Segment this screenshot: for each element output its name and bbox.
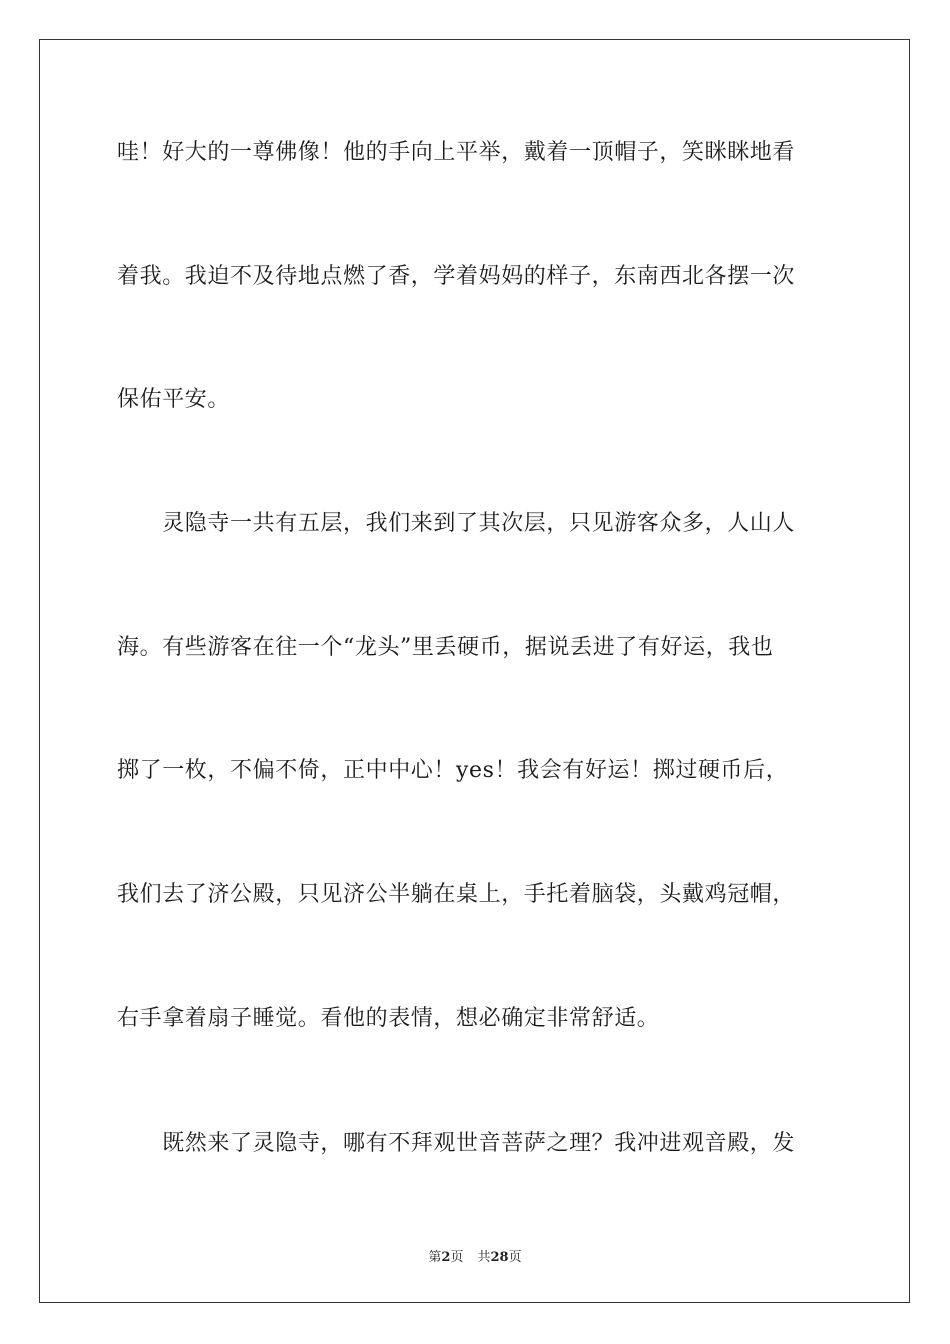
paragraph-line-7: 我们去了济公殿，只见济公半躺在桌上，手托着脑袋，头戴鸡冠帽，: [117, 882, 796, 907]
paragraph-line-2: 着我。我迫不及待地点燃了香，学着妈妈的样子，东南西北各摆一次: [117, 264, 796, 289]
page-number: 2: [441, 1250, 451, 1265]
paragraph-line-8: 右手拿着扇子睡觉。看他的表情，想必确定非常舒适。: [117, 1006, 660, 1031]
page-border: [39, 39, 910, 1303]
paragraph-line-5: 海。有些游客在往一个“龙头”里丢硬币，据说丢进了有好运，我也: [117, 635, 774, 660]
paragraph-line-3: 保佑平安。: [117, 387, 231, 412]
paragraph-line-6: 掷了一枚，不偏不倚，正中中心！yes！我会有好运！掷过硬币后，: [117, 758, 789, 783]
total-pages: 28: [490, 1250, 509, 1265]
total-prefix: 共: [477, 1250, 491, 1265]
paragraph-line-1: 哇！好大的一尊佛像！他的手向上平举，戴着一顶帽子，笑眯眯地看: [117, 140, 796, 165]
page-prefix: 第: [428, 1250, 442, 1265]
total-suffix: 页: [508, 1250, 522, 1265]
page-suffix: 页: [450, 1250, 464, 1265]
paragraph-line-9: 既然来了灵隐寺，哪有不拜观世音菩萨之理？我冲进观音殿，发: [117, 1131, 796, 1156]
paragraph-line-4: 灵隐寺一共有五层，我们来到了其次层，只见游客众多，人山人: [117, 511, 796, 536]
page-footer: [0, 1246, 950, 1265]
